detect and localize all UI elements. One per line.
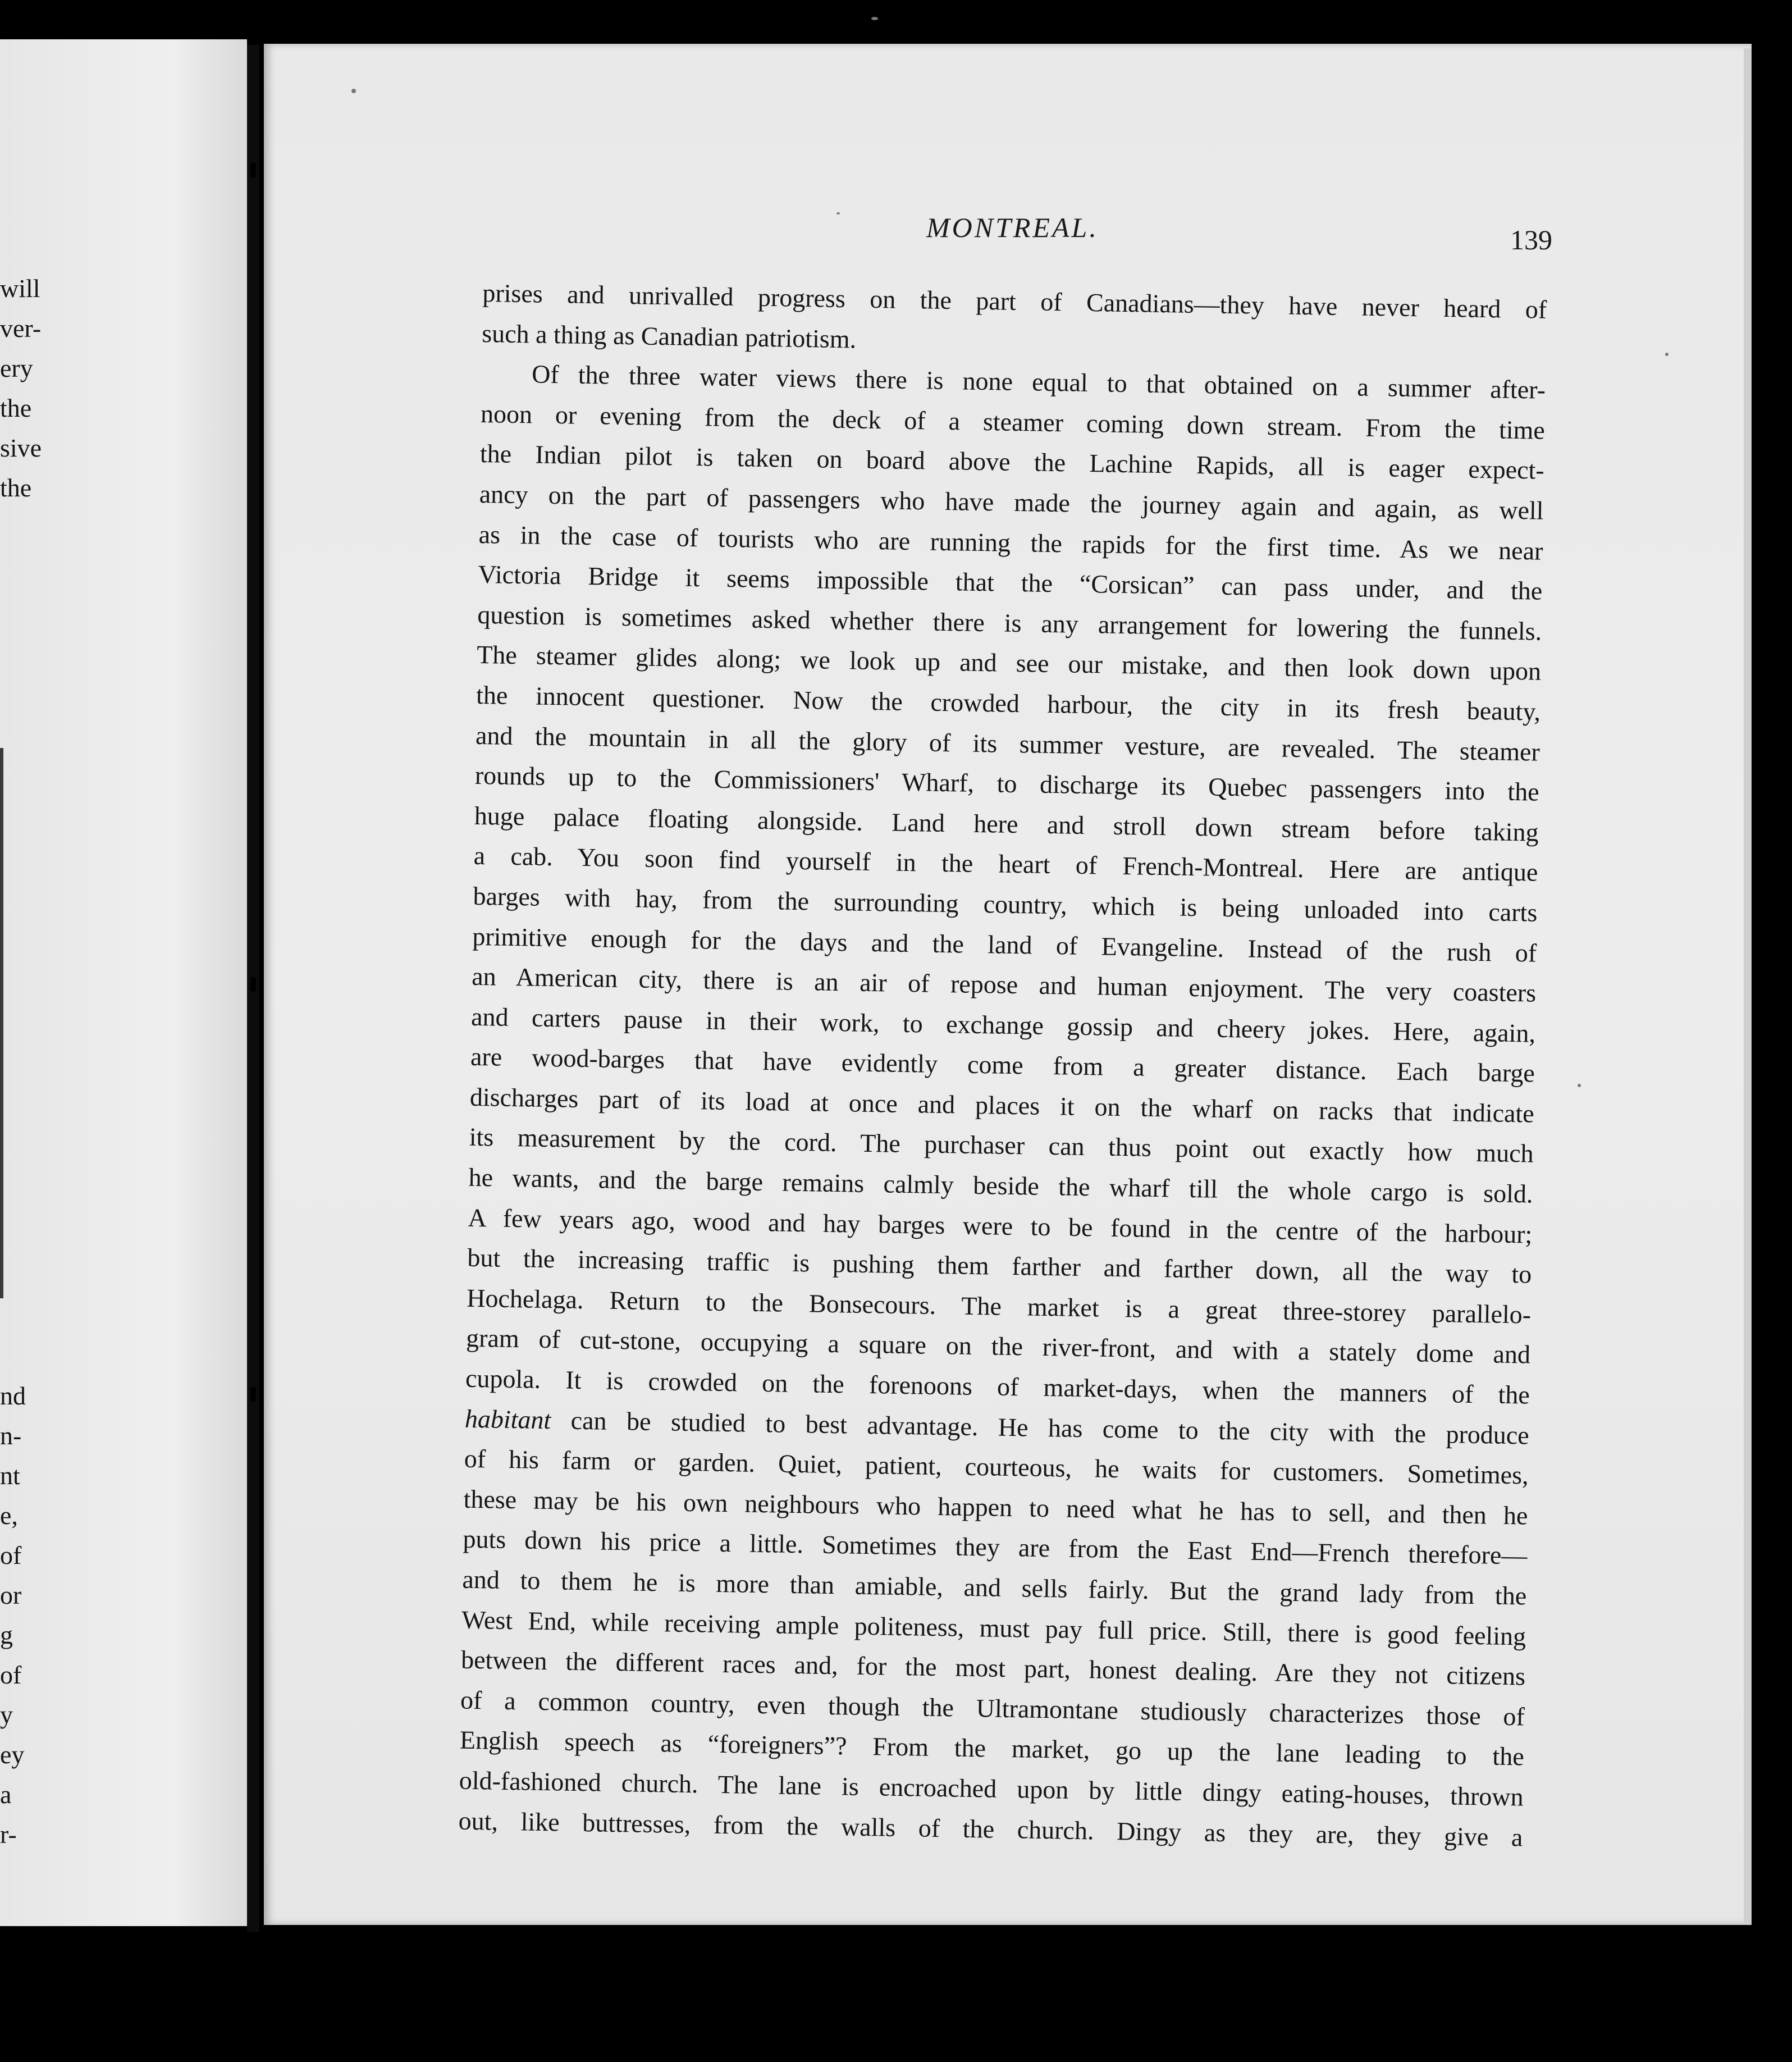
left-fragment-line: nt <box>0 1461 20 1490</box>
text-line: cupola. It is crowded on the forenoons of market-days, when the manners of the <box>465 1363 1530 1409</box>
scan-speck <box>1665 353 1668 356</box>
text-line: and to them he is more than amiable, and sells fairly. But the grand lady from the <box>462 1564 1527 1611</box>
left-fragment-line: ery <box>0 354 33 382</box>
text-line: barges with hay, from the surrounding country, which is being unloaded into carts <box>473 881 1538 927</box>
scan-speck <box>836 212 840 215</box>
text-line: the Indian pilot is taken on board above the Lachine Rapids, all is eager expect- <box>479 439 1545 485</box>
text-line: ancy on the part of passengers who have made the journey again and again, as well <box>479 479 1544 525</box>
left-fragment-line: a <box>0 1780 12 1809</box>
left-page-bottom-text <box>0 1376 45 1854</box>
text-line: the innocent questioner. Now the crowded harbour, the city in its fresh beauty, <box>476 680 1541 726</box>
left-fragment-line: ey <box>0 1740 25 1769</box>
left-fragment-line: or <box>0 1581 22 1609</box>
text-line: but the increasing traffic is pushing them farther and farther down, all the way to <box>467 1243 1532 1289</box>
text-line: between the different races and, for the most part, honest dealing. Are they not citizens <box>460 1645 1526 1691</box>
italic-word: habitant <box>464 1404 551 1434</box>
left-fragment-line: of <box>0 1541 22 1570</box>
page-edge <box>1744 48 1752 1924</box>
text-line: discharges part of its load at once and places it on the wharf on racks that indicate <box>469 1082 1535 1128</box>
running-head: MONTREAL. <box>926 212 1099 243</box>
left-fragment-line: of <box>0 1660 22 1689</box>
text-line: are wood-barges that have evidently come from a greater distance. Each barge <box>470 1042 1535 1088</box>
text-line: Hochelaga. Return to the Bonsecours. The market is a great three-storey parallelo- <box>466 1283 1532 1329</box>
text-line: puts down his price a little. Sometimes they are from the East End—French therefore— <box>463 1525 1528 1570</box>
text-line: a cab. You soon find yourself in the heart of French-Montreal. Here are antique <box>473 841 1538 887</box>
binding-mark <box>250 163 256 177</box>
text-line: English speech as “foreigners”? From the market, go up the lane leading to the <box>459 1726 1525 1771</box>
text-line: of a common country, even though the Ultramontane studiously characterizes those of <box>460 1685 1525 1731</box>
text-line-remainder: can be studied to best advantage. He has come to the city with the produce <box>550 1405 1530 1450</box>
text-line: A few years ago, wood and hay barges were to be found in the centre of the harbour; <box>468 1203 1533 1249</box>
left-fragment-line: sive <box>0 434 42 462</box>
text-line: and the mountain in all the glory of its summer vesture, are revealed. The steamer <box>475 720 1540 767</box>
body-text <box>458 273 1547 1858</box>
text-line: of his farm or garden. Quiet, patient, courteous, he waits for customers. Sometimes, <box>464 1444 1529 1490</box>
text-line: huge palace floating alongside. Land here and stroll down stream before taking <box>474 801 1539 847</box>
scan-speck <box>351 89 356 93</box>
left-fragment-line: ver- <box>0 314 42 343</box>
left-fragment-line: n- <box>0 1421 22 1450</box>
left-page-fragment <box>0 39 247 1926</box>
text-line: an American city, there is an air of repose and human enjoyment. The very coasters <box>471 961 1537 1007</box>
text-line: these may be his own neighbours who happen to need what he has to sell, and then he <box>463 1484 1528 1530</box>
text-line: primitive enough for the days and the land of Evangeline. Instead of the rush of <box>472 921 1537 968</box>
text-line: as in the case of tourists who are running the rapids for the first time. As we near <box>478 519 1543 565</box>
left-fragment-line: will <box>0 274 40 303</box>
text-line: old-fashioned church. The lane is encroached upon by little dingy eating-houses, thrown <box>459 1766 1524 1812</box>
left-fragment-line: nd <box>0 1381 26 1410</box>
binding-mark <box>250 1387 256 1402</box>
left-fragment-line: the <box>0 394 32 422</box>
plate-border-edge <box>0 748 3 1298</box>
text-line: he wants, and the barge remains calmly beside the wharf till the whole cargo is sold. <box>468 1162 1533 1208</box>
text-line: out, like buttresses, from the walls of the church. Dingy as they are, they give a <box>458 1806 1523 1852</box>
text-line: noon or evening from the deck of a steamer coming down stream. From the time <box>480 399 1546 445</box>
left-fragment-line: the <box>0 473 32 502</box>
left-page-top-text <box>0 268 45 508</box>
scan-speck <box>1578 1084 1581 1087</box>
text-line: such a thing as Canadian patriotism. <box>481 318 857 354</box>
binding-mark <box>250 977 256 992</box>
text-line: and carters pause in their work, to exchange gossip and cheery jokes. Here, again, <box>470 1002 1536 1048</box>
text-line: West End, while receiving ample politeness, must pay full price. Still, there is good feeling <box>461 1605 1526 1651</box>
page-number: 139 <box>1510 224 1552 256</box>
text-line: gram of cut-stone, occupying a square on the river-front, and with a stately dome and <box>465 1324 1531 1369</box>
text-line: prises and unrivalled progress on the part of Canadians—they have never heard of <box>482 278 1547 324</box>
left-fragment-line: r- <box>0 1820 17 1849</box>
text-line: its measurement by the cord. The purchaser can thus point out exactly how much <box>469 1123 1534 1169</box>
text-line: question is sometimes asked whether there is any arrangement for lowering the funnels. <box>477 600 1542 646</box>
left-fragment-line: e, <box>0 1501 18 1530</box>
left-fragment-line: g <box>0 1621 13 1649</box>
text-line: rounds up to the Commissioners' Wharf, to discharge its Quebec passengers into the <box>474 761 1540 806</box>
left-fragment-line: y <box>0 1700 13 1729</box>
text-line: Victoria Bridge it seems impossible that the “Corsican” can pass under, and the <box>478 560 1543 605</box>
text-line: The steamer glides along; we look up and see our mistake, and then look down upon <box>476 640 1542 686</box>
scan-speck <box>871 17 878 20</box>
text-line: Of the three water views there is none equal to that obtained on a summer after- <box>531 359 1546 404</box>
